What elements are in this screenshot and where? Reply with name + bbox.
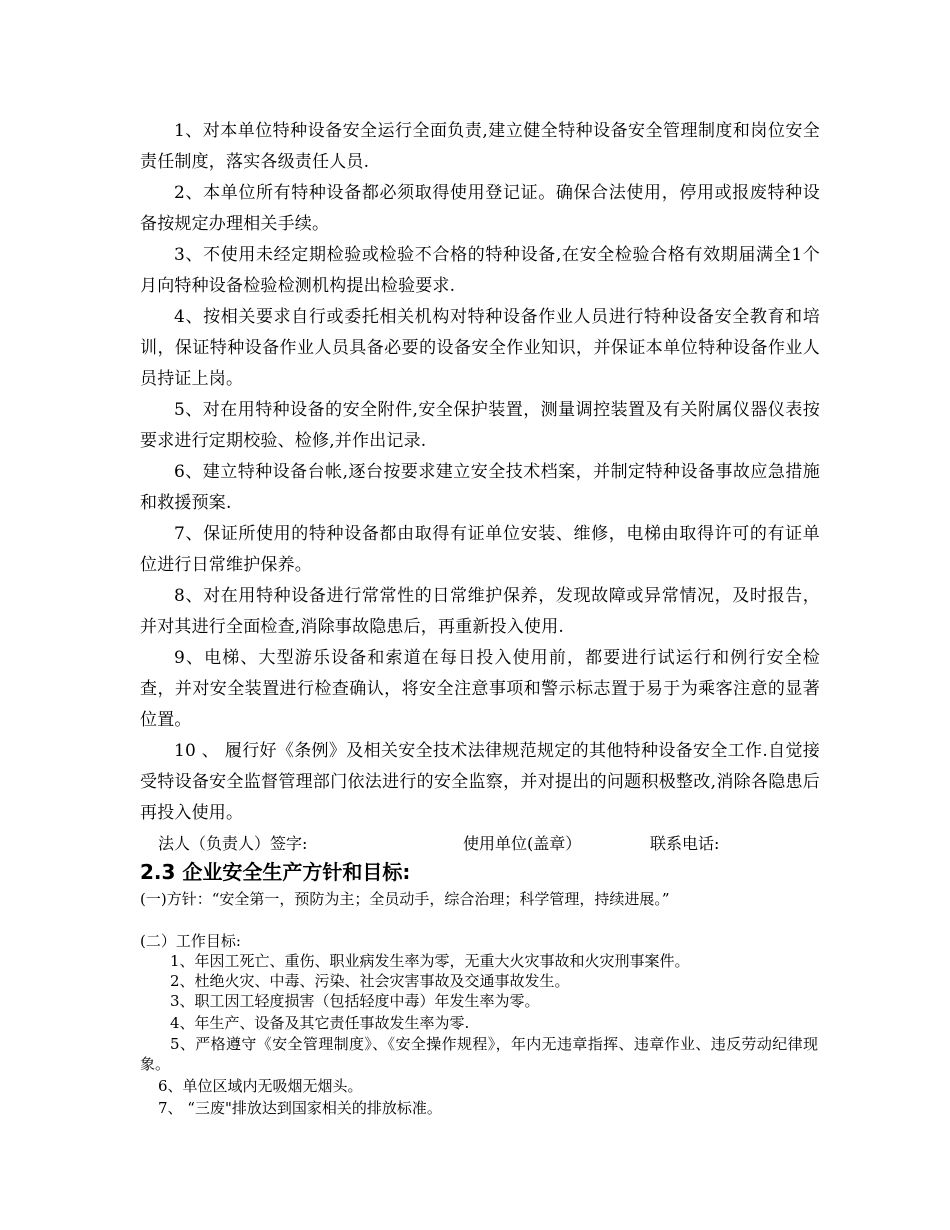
duty-item-2: 2、本单位所有特种设备都必须取得使用登记证。确保合法使用，停用或报废特种设备按规定办理相关手续。	[140, 183, 820, 234]
goal-item-6: 6、单位区域内无吸烟无烟头。	[158, 1077, 363, 1095]
duty-item-8: 8、对在用特种设备进行常常性的日常维护保养，发现故障或异常情况，及时报告，并对其进行全面检查,消除事故隐患后，再重新投入使用.	[140, 586, 820, 637]
duty-item-3: 3、不使用未经定期检验或检验不合格的特种设备,在安全检验合格有效期届满全1个月向特种设备检验检测机构提出检验要求.	[140, 245, 820, 296]
policy-text: (一)方针：“安全第一，预防为主；全员动手，综合治理；科学管理，持续进展。”	[140, 890, 670, 908]
duty-item-4: 4、按相关要求自行或委托相关机构对特种设备作业人员进行特种设备安全教育和培训，保证特种设备作业人员具备必要的设备安全作业知识，并保证本单位特种设备作业人员持证上岗。	[140, 307, 820, 389]
duty-item-10: 10 、 履行好《条例》及相关安全技术法律规范规定的其他特种设备安全工作.自觉接受特设备安全监督管理部门依法进行的安全监察，并对提出的问题积极整改,消除各隐患后再投入使用。	[140, 741, 820, 823]
legal-person-signature-label: 法人（负责人）签字:	[158, 834, 308, 853]
duty-item-9: 9、电梯、大型游乐设备和索道在每日投入使用前，都要进行试运行和例行安全检查，并对安全装置进行检查确认，将安全注意事项和警示标志置于易于为乘客注意的显著位置。	[140, 648, 820, 730]
goal-item-1: 1、年因工死亡、重伤、职业病发生率为零，无重大火灾事故和火灾刑事案件。	[170, 952, 690, 970]
goal-item-3: 3、职工因工轻度损害（包括轻度中毒）年发生率为零。	[170, 992, 540, 1010]
phone-label: 联系电话:	[650, 834, 720, 853]
duty-item-6: 6、建立特种设备台帐,逐台按要求建立安全技术档案，并制定特种设备事故应急措施和救援预案.	[140, 462, 820, 513]
signature-line	[158, 828, 818, 859]
goal-item-5: 5、严格遵守《安全管理制度》、《安全操作规程》，年内无违章指挥、违章作业、违反劳动纪律现象。	[140, 1035, 818, 1073]
goal-item-7: 7、 “三废"排放达到国家相关的排放标准。	[158, 1099, 442, 1117]
duty-item-5: 5、对在用特种设备的安全附件,安全保护装置，测量调控装置及有关附属仪器仪表按要求进行定期校验、检修,并作出记录.	[140, 400, 820, 451]
unit-seal-label: 使用单位(盖章）	[463, 834, 582, 853]
goals-title: (二）工作目标:	[140, 932, 241, 950]
goal-item-2: 2、杜绝火灾、中毒、污染、社会灾害事故及交通事故发生。	[170, 972, 570, 990]
goal-item-4: 4、年生产、设备及其它责任事故发生率为零.	[170, 1014, 470, 1032]
duty-item-7: 7、保证所使用的特种设备都由取得有证单位安装、维修，电梯由取得许可的有证单位进行日常维护保养。	[140, 524, 820, 575]
duty-item-1: 1、对本单位特种设备安全运行全面负责,建立健全特种设备安全管理制度和岗位安全责任制度，落实各级责任人员.	[140, 121, 820, 172]
section-heading: 2.3 企业安全生产方针和目标:	[140, 860, 411, 884]
